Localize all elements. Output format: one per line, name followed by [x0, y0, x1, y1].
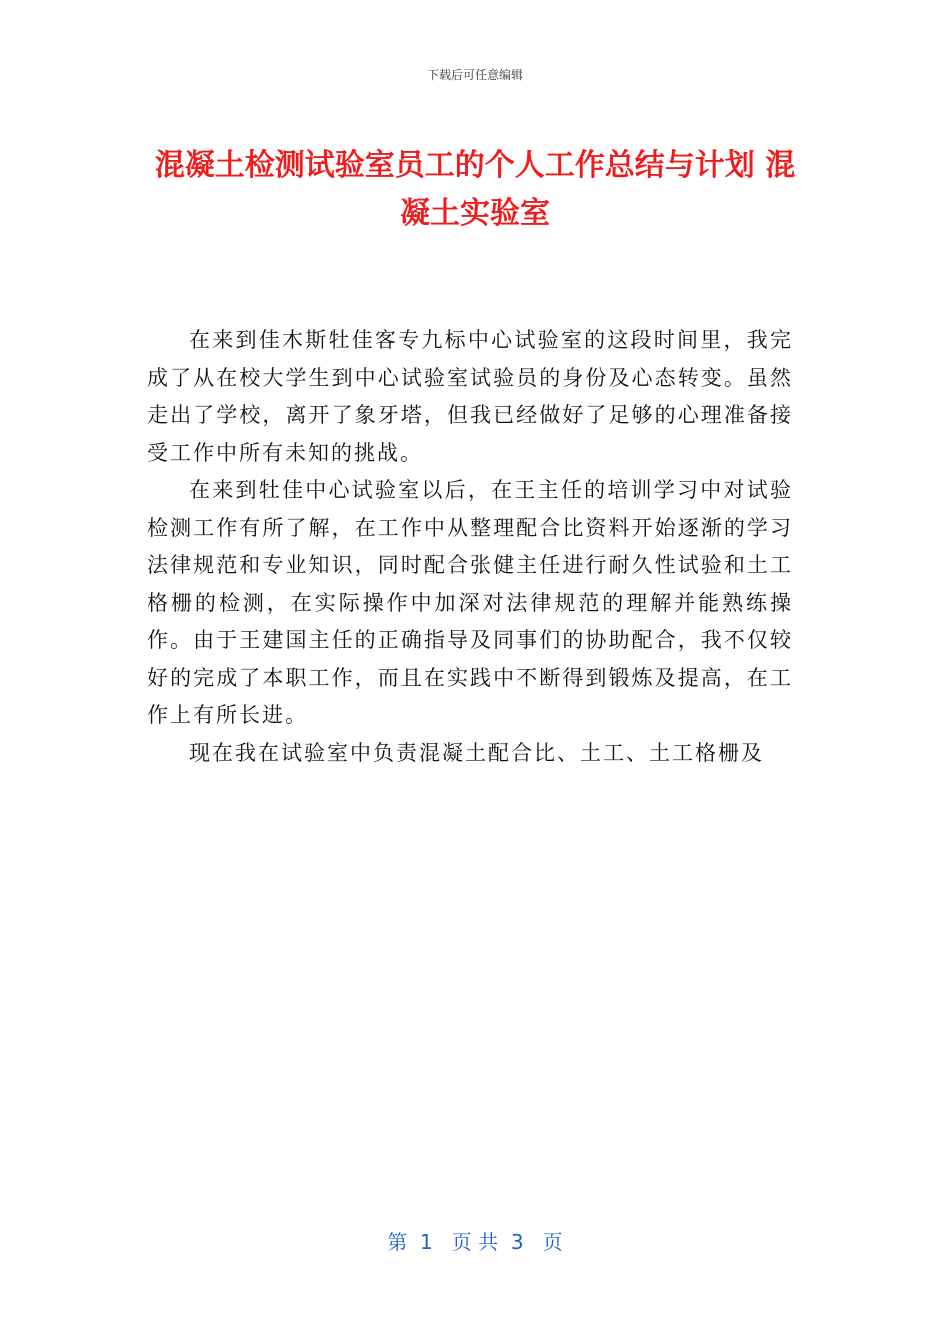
document-body: [147, 322, 793, 772]
header-note: 下载后可任意编辑: [426, 68, 523, 82]
page-footer: 第 1 页 共 3 页: [387, 1230, 563, 1254]
paragraph-3: 现在我在试验室中负责混凝土配合比、土工、土工格栅及: [189, 740, 764, 765]
document-title: 混凝土检测试验室员工的个人工作总结与计划 混凝土实验室: [154, 148, 796, 231]
paragraph-1: 在来到佳木斯牡佳客专九标中心试验室的这段时间里，我完成了从在校大学生到中心试验室试验员的身份及心态转变。虽然走出了学校，离开了象牙塔，但我已经做好了足够的心理准备接受工作中所有未知的挑战。: [147, 328, 793, 465]
paragraph-2: 在来到牡佳中心试验室以后，在王主任的培训学习中对试验检测工作有所了解，在工作中从整理配合比资料开始逐渐的学习法律规范和专业知识，同时配合张健主任进行耐久性试验和土工格栅的检测，在实际操作中加深对法律规范的理解并能熟练操作。由于王建国主任的正确指导及同事们的协助配合，我不仅较好的完成了本职工作，而且在实践中不断得到锻炼及提高，在工作上有所长进。: [147, 478, 793, 727]
